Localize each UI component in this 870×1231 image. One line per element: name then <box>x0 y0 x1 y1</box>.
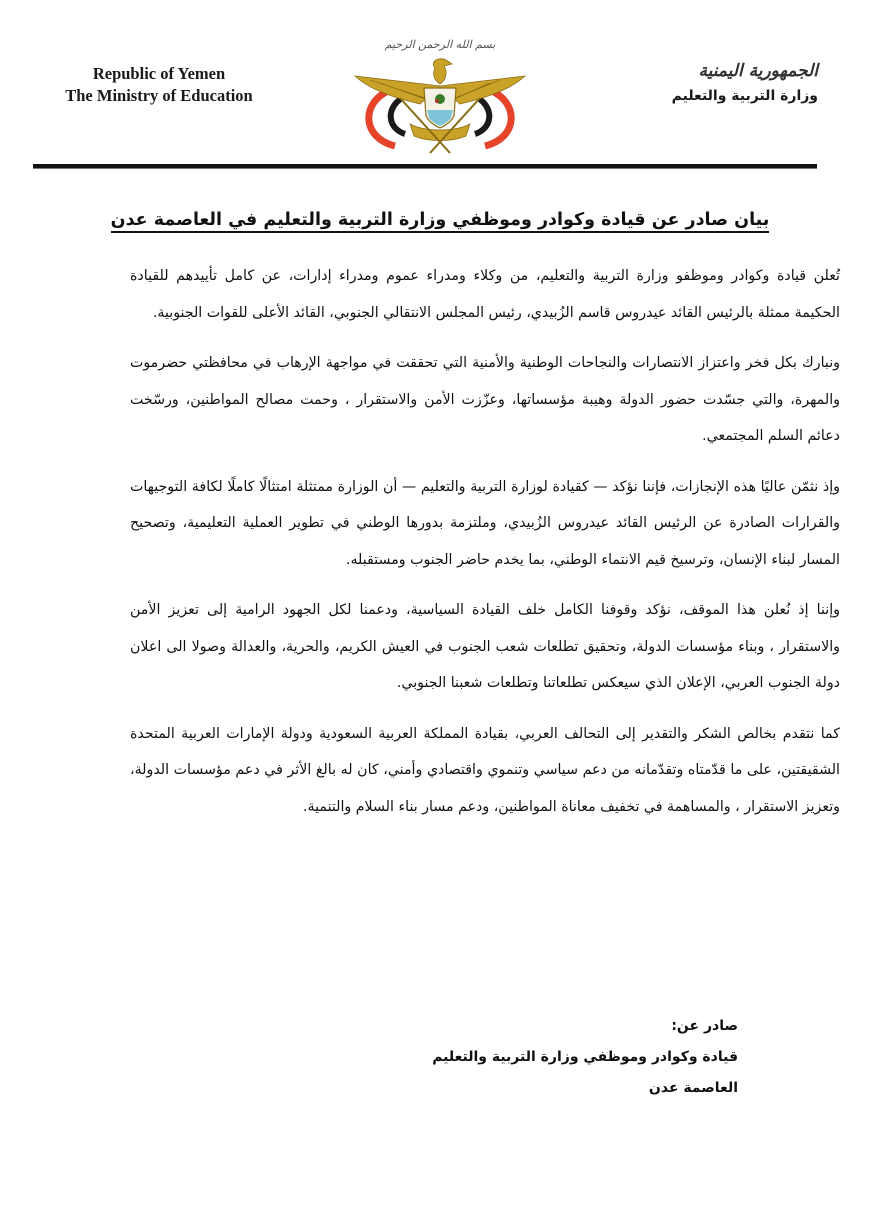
document-title-text: بيان صادر عن قيادة وكوادر وموظفي وزارة التربية والتعليم في العاصمة عدن <box>111 210 770 233</box>
yemen-eagle-emblem-icon <box>340 28 540 158</box>
letterhead-english <box>48 63 270 107</box>
signature-location: العاصمة عدن <box>648 1080 738 1096</box>
paragraph: وإننا إذ نُعلن هذا الموقف، نؤكد وقوفنا الكامل خلف القيادة السياسية، ودعمنا لكل الجهود الرامية إلى تعزيز الأمن والاستقرار ، وبناء مؤسسات الدولة، وتحقيق تطلعات شعب الجنوب في العيش الكريم، والحرية، والعدالة وصولا الى اعلان دولة الجنوب العربي، الإعلان الذي سيعكس تطلعاتنا وتطلعات شعبنا الجنوبي. <box>130 602 840 691</box>
signature-label: صادر عن: <box>671 1018 738 1034</box>
paragraph: تُعلن قيادة وكوادر وموظفو وزارة التربية والتعليم، من وكلاء ومدراء عموم ومدراء إدارات، عن كامل تأييدهم للقيادة الحكيمة ممثلة بالرئيس القائد عيدروس قاسم الزُبيدي، رئيس المجلس الانتقالي الجنوبي، القائد الأعلى للقوات الجنوبية. <box>130 268 840 321</box>
paragraph: كما نتقدم بخالص الشكر والتقدير إلى التحالف العربي، بقيادة المملكة العربية السعودية ودولة الإمارات العربية المتحدة الشقيقتين، على ما قدّمتاه وتقدّمانه من دعم سياسي وتنموي واقتصادي وأمني، كان له بالغ الأثر في دعم مؤسسات الدولة، وتعزيز الاستقرار ، والمساهمة في تخفيف معاناة المواطنين، ودعم مسار بناء السلام والتنمية. <box>130 725 840 815</box>
ministry-name-arabic: وزارة التربية والتعليم <box>671 88 818 104</box>
ministry-name-english: The Ministry of Education <box>65 86 253 105</box>
document-title <box>100 206 780 234</box>
header-divider <box>33 164 817 169</box>
country-name-english: Republic of Yemen <box>92 64 226 83</box>
paragraph: ونبارك بكل فخر واعتزاز الانتصارات والنجاحات الوطنية والأمنية التي تحققت في مواجهة الإرهاب في محافظتي حضرموت والمهرة، والتي جسّدت حضور الدولة وهيبة مؤسساتها، وعزّزت الأمن والاستقرار ، وحمت مصالح المواطنين، ورسّخت دعائم السلم المجتمعي. <box>130 355 840 444</box>
country-name-arabic: الجمهورية اليمنية <box>698 61 818 81</box>
document-body <box>130 258 840 839</box>
letterhead-arabic <box>618 58 818 108</box>
signature-block <box>418 1011 738 1104</box>
national-emblem <box>340 28 540 158</box>
paragraph: وإذ نثمّن عاليًا هذه الإنجازات، فإننا نؤكد — كقيادة لوزارة التربية والتعليم — أن الوزارة ممتثلة امتثالًا كاملًا لكافة التوجيهات والقرارات الصادرة عن الرئيس القائد عيدروس الزُبيدي، وملتزمة بدورها الوطني في تطوير العملية التعليمية، وتصحيح المسار لبناء الإنسان، وترسيخ قيم الانتماء الوطني، بما يخدم حاضر الجنوب ومستقبله. <box>130 478 840 568</box>
basmala-text: بسم الله الرحمن الرحيم <box>384 38 496 51</box>
signature-issuer: قيادة وكوادر وموظفي وزارة التربية والتعليم <box>432 1049 738 1065</box>
